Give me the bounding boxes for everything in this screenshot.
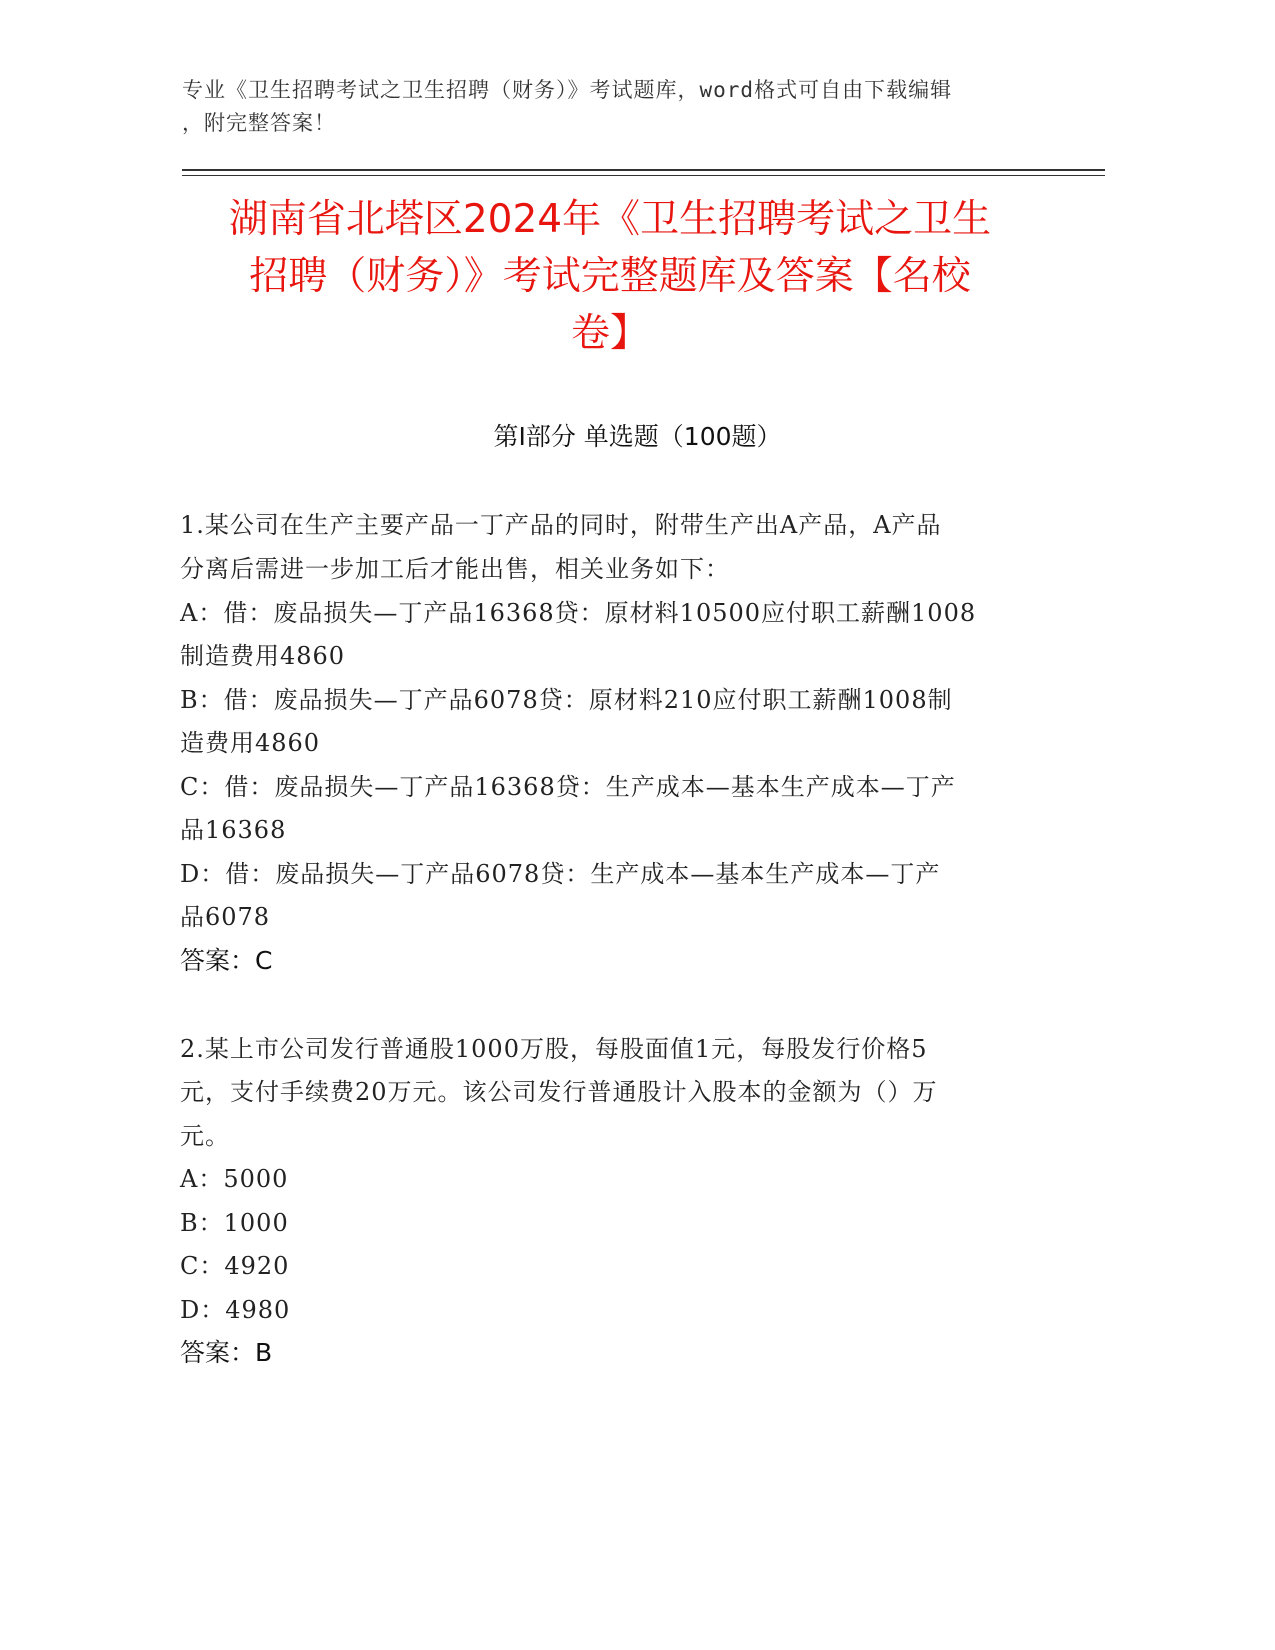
- title-line-2: 招聘（财务）》考试完整题库及答案【名校: [249, 254, 971, 299]
- question-2-option-d: D：4980: [180, 1296, 291, 1324]
- header-rule-thick: [182, 169, 1105, 171]
- question-1-stem-line-1: 1.某公司在生产主要产品一丁产品的同时，附带生产出A产品，A产品: [180, 511, 942, 539]
- section-heading: 第I部分 单选题（100题）: [493, 422, 782, 451]
- question-1-option-c-line-1: C：借：废品损失—丁产品16368贷：生产成本—基本生产成本—丁产: [180, 773, 956, 801]
- header-note-line-1: 专业《卫生招聘考试之卫生招聘（财务）》考试题库，word格式可自由下载编辑: [182, 78, 953, 102]
- question-2-option-c: C：4920: [180, 1252, 290, 1280]
- question-2-option-b: B：1000: [180, 1209, 289, 1237]
- question-2-stem-line-1: 2.某上市公司发行普通股1000万股，每股面值1元，每股发行价格5: [180, 1035, 928, 1063]
- header-rule-thin: [182, 175, 1105, 176]
- question-2-stem-line-2: 元，支付手续费20万元。该公司发行普通股计入股本的金额为（）万: [180, 1078, 938, 1106]
- header-note: [182, 74, 1082, 140]
- question-1-option-b-line-1: B：借：废品损失—丁产品6078贷：原材料210应付职工薪酬1008制: [180, 686, 953, 714]
- title-line-1: 湖南省北塔区2024年《卫生招聘考试之卫生: [228, 197, 992, 242]
- question-2-stem-line-3: 元。: [180, 1122, 230, 1150]
- header-note-line-2: ，附完整答案！: [182, 111, 336, 135]
- question-1-answer: 答案：C: [180, 946, 273, 975]
- question-1-option-a-line-1: A：借：废品损失—丁产品16368贷：原材料10500应付职工薪酬1008: [180, 599, 977, 627]
- question-1-option-c-line-2: 品16368: [180, 816, 287, 844]
- question-2-option-a: A：5000: [180, 1165, 289, 1193]
- question-2-answer: 答案：B: [180, 1338, 273, 1367]
- question-1-option-d-line-1: D：借：废品损失—丁产品6078贷：生产成本—基本生产成本—丁产: [180, 860, 941, 888]
- question-1-option-d-line-2: 品6078: [180, 903, 271, 931]
- title-line-3: 卷】: [570, 311, 649, 356]
- document-title: [160, 191, 1060, 362]
- question-1-stem-line-2: 分离后需进一步加工后才能出售，相关业务如下：: [180, 555, 730, 583]
- question-1-option-b-line-2: 造费用4860: [180, 729, 321, 757]
- question-1-option-a-line-2: 制造费用4860: [180, 642, 346, 670]
